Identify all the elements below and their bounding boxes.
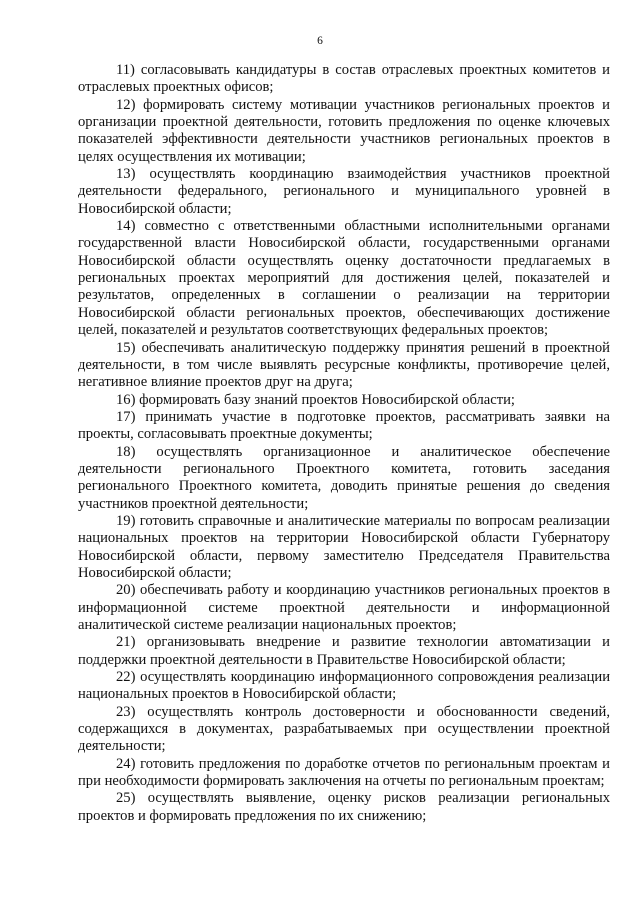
list-item-22: 22) осуществлять координацию информационного сопровождения реализации национальных проектов в Новосибирской области; (78, 669, 610, 703)
list-item-13: 13) осуществлять координацию взаимодействия участников проектной деятельности федерального, регионального и муниципального уровней в Новосибирской области; (78, 166, 610, 217)
list-item-18: 18) осуществлять организационное и аналитическое обеспечение деятельности регионального Проектного комитета, готовить заседания регионального Проектного комитета, доводить принятые решения до сведения участников проектной деятельности; (78, 443, 610, 512)
list-item-19: 19) готовить справочные и аналитические материалы по вопросам реализации национальных проектов на территории Новосибирской области Губернатору Новосибирской области, первому заместителю Председателя Правительства Новосибирской области; (78, 512, 610, 581)
list-item-21: 21) организовывать внедрение и развитие технологии автоматизации и поддержки проектной деятельности в Правительстве Новосибирской области; (78, 634, 610, 668)
list-item-17: 17) принимать участие в подготовке проектов, рассматривать заявки на проекты, согласовывать проектные документы; (78, 408, 610, 443)
list-item-20: 20) обеспечивать работу и координацию участников региональных проектов в информационной системе проектной деятельности и информационной аналитической системе реализации национальных проектов; (78, 582, 610, 633)
list-item-14: 14) совместно с ответственными областными исполнительными органами государственной власти Новосибирской области, государственными органами Новосибирской области осуществлять оценку достаточности предлагаемых в региональных проектах мероприятий для достижения целей, показателей и результатов, определенных в соглашении о реализации на территории Новосибирской области региональных проектов, обеспечивающих достижение целей, показателей и результатов соответствующих федеральных проектов; (78, 218, 610, 339)
list-item-16: 16) формировать базу знаний проектов Новосибирской области; (116, 391, 515, 408)
list-item-15: 15) обеспечивать аналитическую поддержку принятия решений в проектной деятельности, в том числе выявлять ресурсные конфликты, противоречие целей, негативное влияние проектов друг на друга; (78, 339, 610, 391)
list-item-11: 11) согласовывать кандидатуры в состав отраслевых проектных комитетов и отраслевых проектных офисов; (78, 62, 610, 96)
list-item-24: 24) готовить предложения по доработке отчетов по региональным проектам и при необходимости формировать заключения на отчеты по региональным проектам; (78, 755, 610, 790)
document-body (78, 62, 610, 825)
page-number: 6 (317, 35, 323, 47)
list-item-25: 25) осуществлять выявление, оценку рисков реализации региональных проектов и формировать предложения по их снижению; (78, 790, 610, 824)
list-item-12: 12) формировать систему мотивации участников региональных проектов и организации проектной деятельности, готовить предложения по оценке ключевых показателей эффективности деятельности участников региональных проектов в целях осуществления их мотивации; (78, 96, 610, 165)
list-item-23: 23) осуществлять контроль достоверности и обоснованности сведений, содержащихся в документах, разрабатываемых при осуществлении проектной деятельности; (78, 703, 610, 755)
